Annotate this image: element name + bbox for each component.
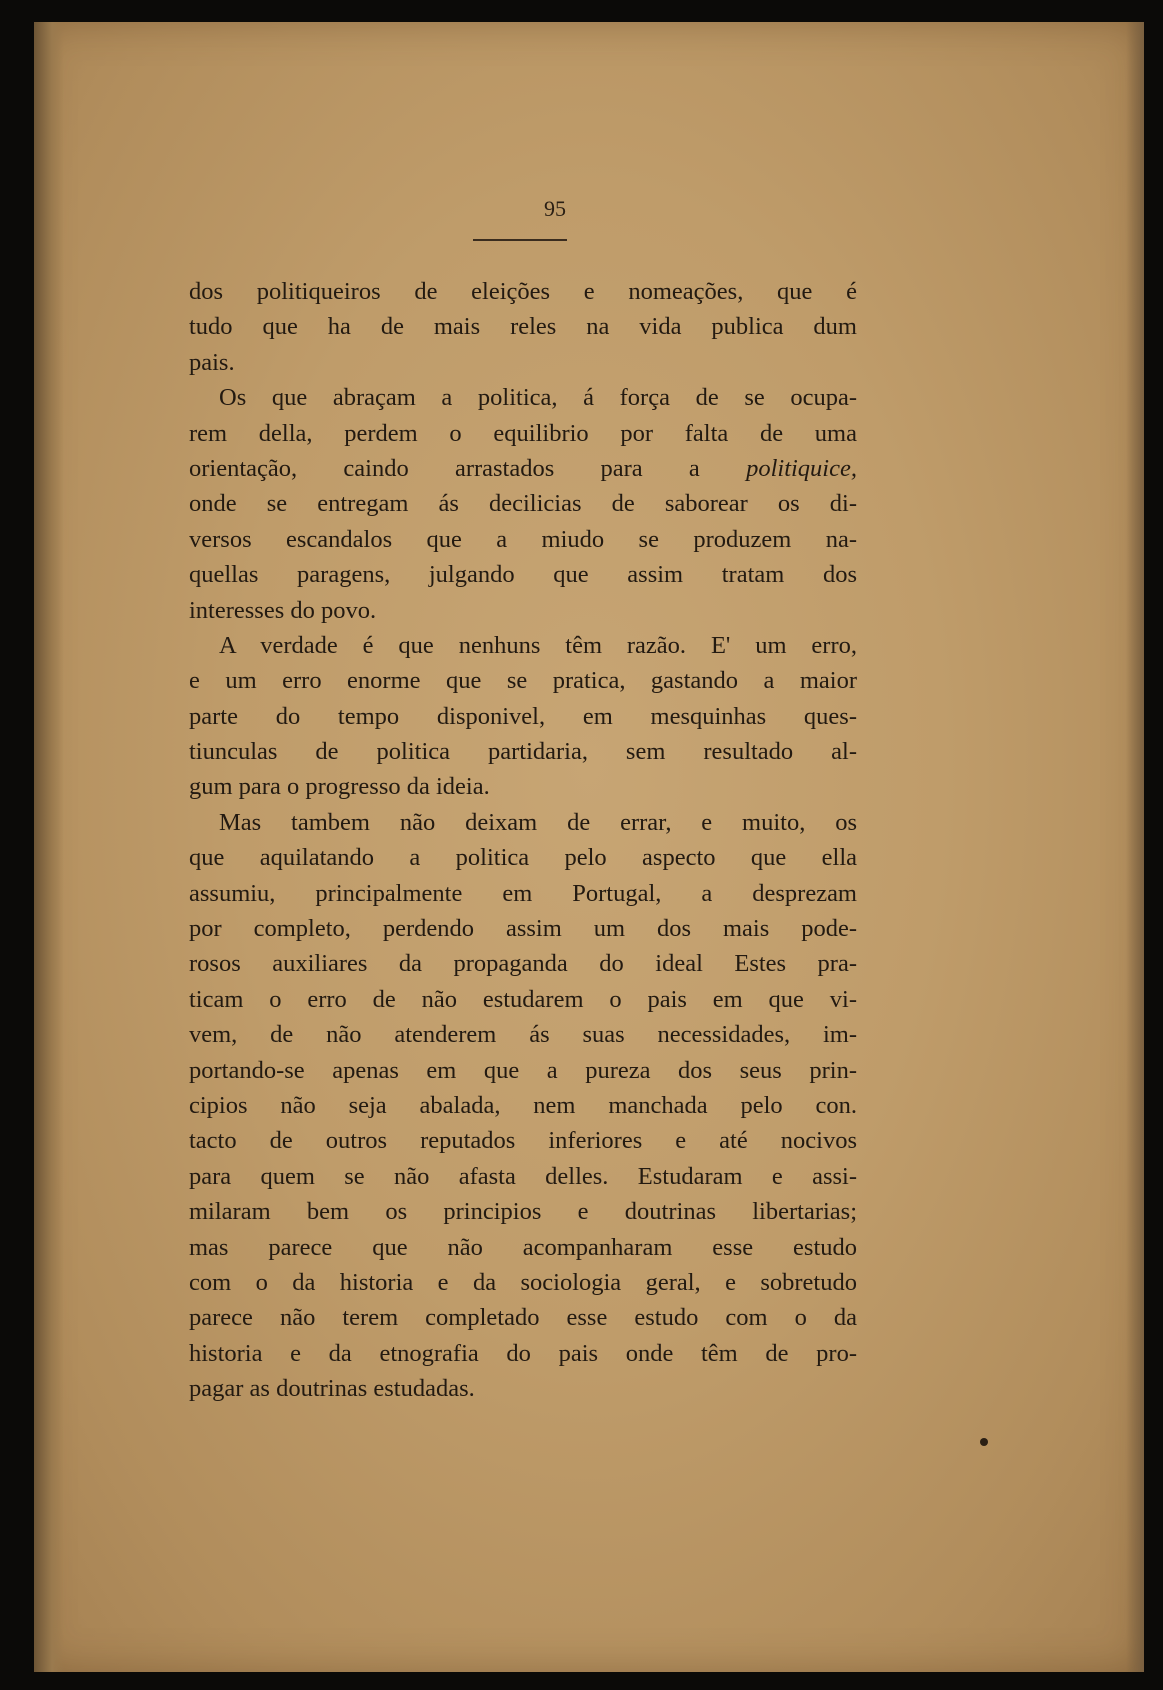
text-line: rem della, perdem o equilibrio por falta de uma — [189, 419, 857, 447]
text-line: mas parece que não acompanharam esse estudo — [189, 1233, 857, 1261]
text-line — [189, 451, 857, 486]
text-line: versos escandalos que a miudo se produzem na- — [189, 525, 857, 553]
text-line: quellas paragens, julgando que assim tratam dos — [189, 561, 857, 589]
paragraph-start: Os que abraçam a politica, á força de se ocupa- — [219, 384, 857, 412]
text-line: assumiu, principalmente em Portugal, a desprezam — [189, 879, 857, 907]
text-line: para quem se não afasta delles. Estudaram e assi- — [189, 1162, 857, 1190]
italic-word: politiquice, — [746, 454, 857, 482]
text-line: portando-se apenas em que a pureza dos seus prin- — [189, 1056, 857, 1084]
text-line: que aquilatando a politica pelo aspecto que ella — [189, 844, 857, 872]
text-line: gum para o progresso da ideia. — [189, 773, 490, 801]
text-line: cipios não seja abalada, nem manchada pelo con. — [189, 1091, 857, 1119]
text-line: onde se entregam ás decilicias de saborear os di- — [189, 490, 857, 518]
text-line: pais. — [189, 348, 235, 376]
page-edge-shadow — [1126, 22, 1144, 1672]
text-line: e um erro enorme que se pratica, gastando a maior — [189, 667, 857, 695]
text-line: milaram bem os principios e doutrinas libertarias; — [189, 1198, 857, 1226]
text-line: dos politiqueiros de eleições e nomeações, que é — [189, 278, 857, 305]
paragraph-start: Mas tambem não deixam de errar, e muito, os — [219, 808, 857, 836]
text-line: parece não terem completado esse estudo com o da — [189, 1304, 857, 1332]
text-line: rosos auxiliares da propaganda do ideal Estes pra- — [189, 950, 857, 978]
page-gutter-shadow — [34, 22, 64, 1672]
text-line: interesses do povo. — [189, 596, 377, 624]
paragraph-start: A verdade é que nenhuns têm razão. E' um erro, — [219, 631, 857, 659]
text-line: historia e da etnografia do pais onde têm de pro- — [189, 1339, 857, 1367]
text-line: pagar as doutrinas estudadas. — [189, 1375, 475, 1403]
text-line: ticam o erro de não estudarem o pais em que vi- — [189, 985, 857, 1013]
header-rule — [473, 239, 567, 241]
text-line: por completo, perdendo assim um dos mais pode- — [189, 915, 857, 943]
text-line: parte do tempo disponivel, em mesquinhas ques- — [189, 702, 857, 730]
text-line: tacto de outros reputados inferiores e até nocivos — [189, 1127, 857, 1155]
text-line-part: orientação, caindo arrastados para a — [189, 454, 747, 482]
text-line: com o da historia e da sociologia geral, e sobretudo — [189, 1268, 857, 1296]
text-body — [189, 274, 857, 1407]
text-line: tiunculas de politica partidaria, sem resultado al- — [189, 738, 857, 766]
text-line: tudo que ha de mais reles na vida publica dum — [189, 313, 857, 341]
page-number: 95 — [544, 196, 566, 221]
text-line: vem, de não atenderem ás suas necessidades, im- — [189, 1021, 857, 1049]
ink-speck — [980, 1438, 988, 1446]
